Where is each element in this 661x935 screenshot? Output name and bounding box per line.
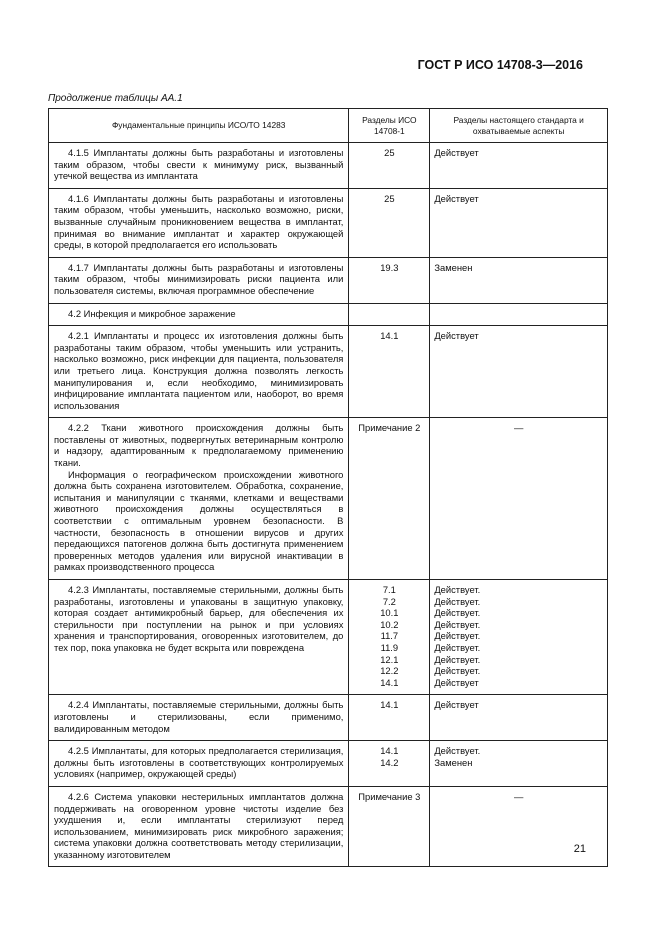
principle-text: 4.2.2 Ткани животного происхождения должны быть поставлены от животных, подвергнутых ветеринарным контролю и надзору, адаптированным к предполагаемому применению ткани. <box>54 422 344 469</box>
aspect-status: Действует <box>434 147 479 158</box>
iso-section-ref: 14.1 <box>380 330 399 342</box>
table-caption: Продолжение таблицы АА.1 <box>48 93 183 104</box>
aspect-status: Действует. <box>434 630 481 642</box>
iso-section-ref: 11.9 <box>380 641 399 653</box>
iso-section-ref: 14.1 <box>380 699 399 711</box>
table-row <box>49 143 608 189</box>
iso-section-ref: 12.2 <box>380 665 399 677</box>
principle-text: 4.2.6 Система упаковки нестерильных имплантатов должна поддерживать на оговоренном уровне чистоты изделие без ухудшения и, если имплантаты стерилизуют перед использованием, минимизировать риск микробного заражения; система упаковки должна соответствовать методу стерилизации, указанному изготовителем <box>54 790 344 860</box>
aspect-cell <box>430 188 608 257</box>
aspect-status: — <box>513 790 524 802</box>
iso-section-ref: 12.1 <box>380 653 399 665</box>
principle-text: 4.2.4 Имплантаты, поставляемые стерильными, должны быть изготовлены и стерилизованы, если применимо, валидированным методом <box>54 699 344 734</box>
requirements-table <box>48 108 608 867</box>
principle-cell <box>49 303 349 326</box>
header-standard-sections: Разделы настоящего стандарта и охватываемые аспекты <box>430 109 608 143</box>
aspect-cell <box>430 695 608 741</box>
principle-cell <box>49 188 349 257</box>
principle-cell <box>49 143 349 189</box>
principle-cell <box>49 418 349 580</box>
principle-text: 4.1.5 Имплантаты должны быть разработаны и изготовлены таким образом, чтобы свести к минимуму риск, вызванный утечкой вещества из имплантата <box>54 147 344 182</box>
aspect-status: Заменен <box>434 261 473 273</box>
principle-cell <box>49 257 349 303</box>
iso-section-cell <box>349 257 430 303</box>
principle-cell <box>49 326 349 418</box>
iso-section-ref: 11.7 <box>380 630 399 642</box>
iso-section-ref: 14.2 <box>380 756 399 768</box>
iso-section-ref: 10.2 <box>380 618 399 630</box>
aspect-cell <box>430 143 608 189</box>
iso-section-cell <box>349 695 430 741</box>
iso-section-cell <box>349 188 430 257</box>
iso-section-cell <box>349 326 430 418</box>
aspect-status: Действует. <box>434 665 481 677</box>
aspect-status: — <box>513 422 524 434</box>
aspect-status: Действует. <box>434 653 481 665</box>
iso-section-ref: 14.1 <box>380 745 399 757</box>
table-row <box>49 188 608 257</box>
principle-cell <box>49 580 349 695</box>
table-header-row <box>49 109 608 143</box>
aspect-status: Действует. <box>434 584 481 595</box>
document-code: ГОСТ Р ИСО 14708-3—2016 <box>417 58 583 72</box>
principle-cell <box>49 741 349 787</box>
aspect-status: Действует <box>434 699 479 711</box>
principle-text: 4.2.3 Имплантаты, поставляемые стерильными, должны быть разработаны, изготовлены и упакованы в защитную упаковку, которая создает антимикробный барьер, для обеспечения их стерильности при поступлении на рынок и при условиях хранения и транспортирования, оговоренных изготовителем, до тех пор, пока упаковка не будет вскрыта или повреждена <box>54 584 344 653</box>
aspect-status: Действует. <box>434 595 481 607</box>
table-row <box>49 786 608 867</box>
principle-cell <box>49 695 349 741</box>
iso-section-ref: 7.1 <box>382 584 396 595</box>
table-row <box>49 580 608 695</box>
iso-section-cell <box>349 303 430 326</box>
aspect-status: Действует. <box>434 641 481 653</box>
iso-section-ref: 14.1 <box>380 676 399 688</box>
table-row <box>49 326 608 418</box>
iso-section-ref: 25 <box>384 192 395 204</box>
aspect-cell <box>430 741 608 787</box>
iso-section-ref: Примечание 2 <box>358 422 421 434</box>
table-row <box>49 303 608 326</box>
iso-section-ref: 7.2 <box>382 595 396 607</box>
iso-section-cell <box>349 143 430 189</box>
aspect-status: Действует. <box>434 745 481 757</box>
iso-section-ref: 19.3 <box>380 261 399 273</box>
principle-text: 4.1.6 Имплантаты должны быть разработаны и изготовлены таким образом, чтобы уменьшить, насколько возможно, риски, вызванные случайным проникновением вещества в имплантат, принимая во внимание имплантат и характер окружающей среды, в которой предполагается его использовать <box>54 192 344 251</box>
table-row <box>49 257 608 303</box>
principle-text: 4.2 Инфекция и микробное заражение <box>68 307 236 319</box>
principle-text: Информация о географическом происхождении животного должна быть сохранена изготовителем. Обработка, сохранение, испытания и манипуляции с тканями, клетками и веществами животного происхождения должны осуществляться в соответствии с оптимальным уровнем безопасности. В частности, безопасность в отношении вирусов и других передающихся патогенов должна быть достигнута применением проверенных методов удаления или вирусной инактивации в рамках производственного процесса <box>54 468 344 573</box>
table-row <box>49 418 608 580</box>
aspect-cell <box>430 418 608 580</box>
header-iso-sections: Разделы ИСО 14708-1 <box>349 109 430 143</box>
iso-section-cell <box>349 786 430 867</box>
iso-section-ref: 25 <box>384 147 395 158</box>
table-row <box>49 741 608 787</box>
aspect-status: Действует. <box>434 607 481 619</box>
aspect-status: Действует <box>434 192 479 204</box>
aspect-status: Действует <box>434 676 479 688</box>
aspect-cell <box>430 257 608 303</box>
header-principles: Фундаментальные принципы ИСО/ТО 14283 <box>49 109 349 143</box>
aspect-cell <box>430 326 608 418</box>
principle-text: 4.2.1 Имплантаты и процесс их изготовления должны быть разработаны таким образом, чтобы уменьшить или устранить, насколько возможно, риск инфекции для пациента, пользователя или третьего лица. Конструкция должна позволять легкость манипулирования и, если необходимо, минимизировать инфицирование имплантата пациентом или, наоборот, во время использования <box>54 330 344 411</box>
principle-text: 4.2.5 Имплантаты, для которых предполагается стерилизация, должны быть изготовлены в соответствующих контролируемых условиях (например, окружающей среды) <box>54 745 344 780</box>
aspect-status: Действует. <box>434 618 481 630</box>
aspect-status: Действует <box>434 330 479 342</box>
iso-section-cell <box>349 741 430 787</box>
aspect-cell <box>430 580 608 695</box>
aspect-cell <box>430 303 608 326</box>
iso-section-ref: 10.1 <box>380 607 399 619</box>
principle-text: 4.1.7 Имплантаты должны быть разработаны и изготовлены таким образом, чтобы минимизировать риски пациента или пользователя системы, включая программное обеспечение <box>54 261 344 296</box>
aspect-status: Заменен <box>434 756 473 768</box>
iso-section-ref: Примечание 3 <box>358 790 421 802</box>
iso-section-cell <box>349 580 430 695</box>
iso-section-cell <box>349 418 430 580</box>
table-row <box>49 695 608 741</box>
page-number: 21 <box>573 843 586 855</box>
principle-cell <box>49 786 349 867</box>
